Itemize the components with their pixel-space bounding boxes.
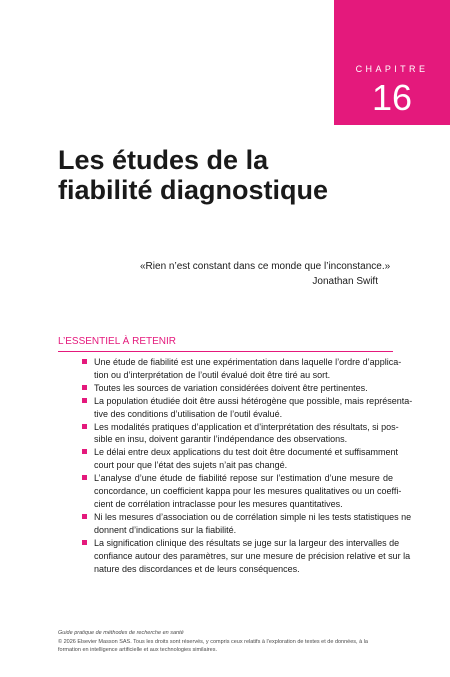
square-bullet-icon — [82, 449, 87, 454]
list-item — [58, 356, 402, 382]
key-points-heading: L’ESSENTIEL À RETENIR — [58, 335, 393, 352]
list-item-line: cient de corrélation intraclasse pour les mesures quantitatives. — [94, 498, 343, 509]
square-bullet-icon — [82, 385, 87, 390]
epigraph-quote: «Rien n’est constant dans ce monde que l’inconstance.» — [140, 261, 391, 272]
list-item — [58, 382, 393, 395]
list-item-line: La signification clinique des résultats se juge sur la largeur des intervalles de — [94, 537, 400, 548]
list-item — [58, 511, 412, 537]
epigraph — [140, 259, 391, 289]
key-points-list — [58, 356, 413, 575]
copyright-line: formation en intelligence artificielle et aux technologies similaires. — [58, 647, 217, 653]
list-item-line: Une étude de fiabilité est une expérimentation dans laquelle l’ordre d’applica- — [94, 357, 402, 367]
list-item-line: sible en insu, doivent garantir l’indépendance des observations. — [94, 434, 348, 445]
square-bullet-icon — [82, 514, 87, 519]
copyright-line: © 2026 Elsevier Masson SAS. Tous les droits sont réservés, y compris ceux relatifs à l’exploration de textes et de données, à la — [58, 638, 368, 645]
chapter-badge — [334, 0, 450, 125]
book-title: Guide pratique de méthodes de recherche en santé — [58, 630, 184, 636]
list-item-line: Ni les mesures d’association ou de corrélation simple ni les tests statistiques ne — [94, 511, 412, 522]
list-item-line: court pour que l’état des sujets n’ait pas changé. — [94, 460, 288, 471]
epigraph-author: Jonathan Swift — [312, 276, 378, 287]
square-bullet-icon — [82, 398, 87, 403]
list-item-line: nature des discordances et de leurs conséquences. — [94, 563, 300, 574]
square-bullet-icon — [82, 424, 87, 429]
list-item — [58, 395, 413, 421]
square-bullet-icon — [82, 540, 87, 545]
list-item-line: concordance, un coefficient kappa pour les mesures qualitatives ou un coeffi- — [94, 486, 402, 497]
list-item — [58, 537, 411, 576]
list-item-line: Toutes les sources de variation considérées doivent être pertinentes. — [94, 382, 368, 393]
list-item — [58, 421, 399, 447]
list-item — [58, 446, 399, 472]
list-item-line: L’analyse d’une étude de fiabilité repose sur l’estimation d’une mesure de — [94, 473, 393, 484]
square-bullet-icon — [82, 475, 87, 480]
list-item-line: tive des conditions d’utilisation de l’outil évalué. — [94, 408, 283, 419]
list-item-line: La population étudiée doit être aussi hétérogène que possible, mais représenta- — [94, 395, 413, 406]
list-item — [58, 472, 402, 511]
key-points-box — [58, 335, 413, 575]
list-item-line: donnent d’indications sur la fiabilité. — [94, 524, 237, 535]
chapter-label: CHAPITRE — [355, 64, 429, 74]
square-bullet-icon — [82, 359, 87, 364]
page-title: Les études de la fiabilité diagnostique — [58, 145, 329, 205]
list-item-line: confiance autour des paramètres, sur une mesure de précision relative et sur la — [94, 550, 411, 561]
page-footer — [58, 629, 403, 655]
list-item-line: Les modalités pratiques d’application et d’interprétation des résultats, si pos- — [94, 421, 399, 432]
chapter-number: 16 — [371, 77, 413, 118]
list-item-line: tion ou d’interprétation de l’outil évalué doit être tiré au sort. — [94, 369, 331, 380]
list-item-line: Le délai entre deux applications du test doit être documenté et suffisamment — [94, 447, 399, 458]
